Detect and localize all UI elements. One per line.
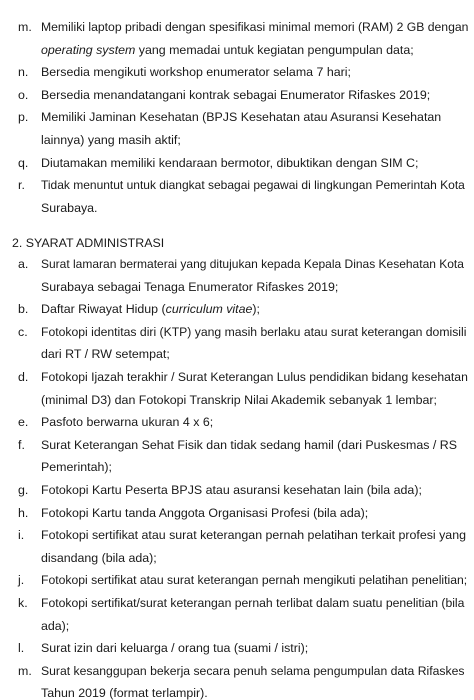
list-item-text-line bbox=[41, 573, 467, 587]
text-run: Memiliki laptop pribadi dengan spesifikasi minimal memori (RAM) 2 GB dengan bbox=[41, 20, 469, 34]
list-item-marker: e. bbox=[18, 415, 29, 430]
list-item-text-line bbox=[41, 302, 260, 316]
list-item-text-line bbox=[41, 460, 112, 474]
text-run: curriculum vitae bbox=[165, 302, 253, 317]
list-item-text-line bbox=[41, 347, 170, 361]
text-run: Diutamakan memiliki kendaraan bermotor, dibuktikan dengan SIM C; bbox=[41, 155, 419, 170]
text-run: operating system bbox=[41, 42, 136, 57]
list-item-text-line bbox=[41, 88, 430, 102]
text-run: Bersedia mengikuti workshop enumerator selama 7 hari; bbox=[41, 65, 351, 80]
list-item-marker: d. bbox=[18, 370, 29, 384]
text-run: Tidak menuntut untuk diangkat sebagai pegawai di lingkungan Pemerintah Kota bbox=[41, 178, 465, 193]
list-item-marker: c. bbox=[18, 324, 28, 339]
text-run: Surat lamaran bermaterai yang ditujukan kepada Kepala Dinas Kesehatan Kota bbox=[41, 257, 464, 271]
list-item-text-line bbox=[41, 110, 441, 124]
list-item-marker: m. bbox=[18, 20, 32, 34]
list-item-marker: o. bbox=[18, 87, 29, 102]
text-run: Fotokopi Ijazah terakhir / Surat Keterangan Lulus pendidikan bidang kesehatan bbox=[41, 370, 468, 384]
list-item-text-line bbox=[41, 686, 208, 700]
list-item-marker: p. bbox=[18, 110, 29, 125]
text-run: Daftar Riwayat Hidup ( bbox=[41, 302, 166, 317]
list-item-text-line bbox=[41, 483, 422, 497]
list-item-text-line bbox=[41, 43, 414, 57]
list-item-text-line bbox=[41, 370, 468, 384]
list-item-marker: h. bbox=[18, 505, 29, 520]
list-item-marker: b. bbox=[18, 302, 29, 317]
text-run: Surat izin dari keluarga / orang tua (suami / istri); bbox=[41, 641, 309, 656]
list-item-text-line bbox=[41, 641, 308, 655]
text-run: yang memadai untuk kegiatan pengumpulan data; bbox=[135, 42, 414, 57]
list-item-text-line bbox=[41, 133, 181, 147]
list-item-marker: q. bbox=[18, 155, 29, 170]
text-run: Fotokopi identitas diri (KTP) yang masih berlaku atau surat keterangan domisili bbox=[41, 324, 467, 339]
list-item-text-line bbox=[41, 596, 464, 610]
text-run: Surat kesanggupan bekerja secara penuh selama pengumpulan data Rifaskes bbox=[41, 663, 465, 678]
text-run: Fotokopi sertifikat/surat keterangan pernah terlibat dalam suatu penelitian (bila bbox=[41, 596, 465, 610]
list-item-text-line bbox=[41, 393, 437, 407]
text-run: Pemerintah); bbox=[41, 460, 112, 475]
text-run: Fotokopi Kartu Peserta BPJS atau asuransi kesehatan lain (bila ada); bbox=[41, 483, 422, 497]
list-item-text-line bbox=[41, 65, 351, 79]
text-run: Surabaya sebagai Tenaga Enumerator Rifaskes 2019; bbox=[41, 279, 339, 294]
list-item-text-line bbox=[41, 664, 464, 678]
text-run: Surat Keterangan Sehat Fisik dan tidak sedang hamil (dari Puskesmas / RS bbox=[41, 437, 457, 452]
text-run: Surabaya. bbox=[41, 200, 98, 215]
text-run: ); bbox=[252, 302, 260, 317]
text-run: Bersedia menandatangani kontrak sebagai Enumerator Rifaskes 2019; bbox=[41, 87, 431, 102]
list-item-text-line bbox=[41, 178, 465, 192]
text-run: Tahun 2019 (format terlampir). bbox=[41, 686, 208, 700]
list-item-text-line bbox=[41, 156, 418, 170]
text-run: Memiliki Jaminan Kesehatan (BPJS Kesehatan atau Asuransi Kesehatan bbox=[41, 110, 442, 125]
list-item-marker: r. bbox=[18, 178, 25, 193]
text-run: lainnya) yang masih aktif; bbox=[41, 133, 181, 147]
list-item-marker: l. bbox=[18, 641, 25, 656]
text-run: Pasfoto berwarna ukuran 4 x 6; bbox=[41, 415, 214, 430]
section-heading: 2. SYARAT ADMINISTRASI bbox=[12, 236, 165, 250]
text-run: ada); bbox=[41, 618, 70, 633]
list-item-marker: m. bbox=[18, 663, 32, 678]
list-item-text-line bbox=[41, 506, 368, 520]
list-item-text-line bbox=[41, 415, 213, 429]
list-item-marker: j. bbox=[18, 573, 25, 588]
text-run: (minimal D3) dan Fotokopi Transkrip Nilai Akademik sebanyak 1 lembar; bbox=[41, 392, 437, 407]
text-run: Fotokopi sertifikat atau surat keterangan pernah pelatihan terkait profesi yang bbox=[41, 528, 466, 543]
text-run: disandang (bila ada); bbox=[41, 550, 157, 565]
text-run: dari RT / RW setempat; bbox=[41, 347, 170, 362]
list-item-text-line bbox=[41, 257, 464, 271]
list-item-marker: n. bbox=[18, 65, 29, 80]
list-item-text-line bbox=[41, 201, 97, 215]
list-item-text-line bbox=[41, 20, 468, 34]
list-item-text-line bbox=[41, 619, 69, 633]
text-run: Fotokopi sertifikat atau surat keterangan pernah mengikuti pelatihan penelitian; bbox=[41, 573, 468, 588]
text-run: Fotokopi Kartu tanda Anggota Organisasi Profesi (bila ada); bbox=[41, 505, 369, 520]
list-item-text-line bbox=[41, 438, 457, 452]
list-item-text-line bbox=[41, 280, 338, 294]
list-item-text-line bbox=[41, 325, 466, 339]
list-item-marker: g. bbox=[18, 483, 29, 497]
list-item-marker: a. bbox=[18, 257, 29, 271]
list-item-text-line bbox=[41, 528, 466, 542]
list-item-text-line bbox=[41, 551, 157, 565]
list-item-marker: k. bbox=[18, 596, 28, 610]
list-item-marker: i. bbox=[18, 528, 25, 543]
list-item-marker: f. bbox=[18, 437, 25, 452]
